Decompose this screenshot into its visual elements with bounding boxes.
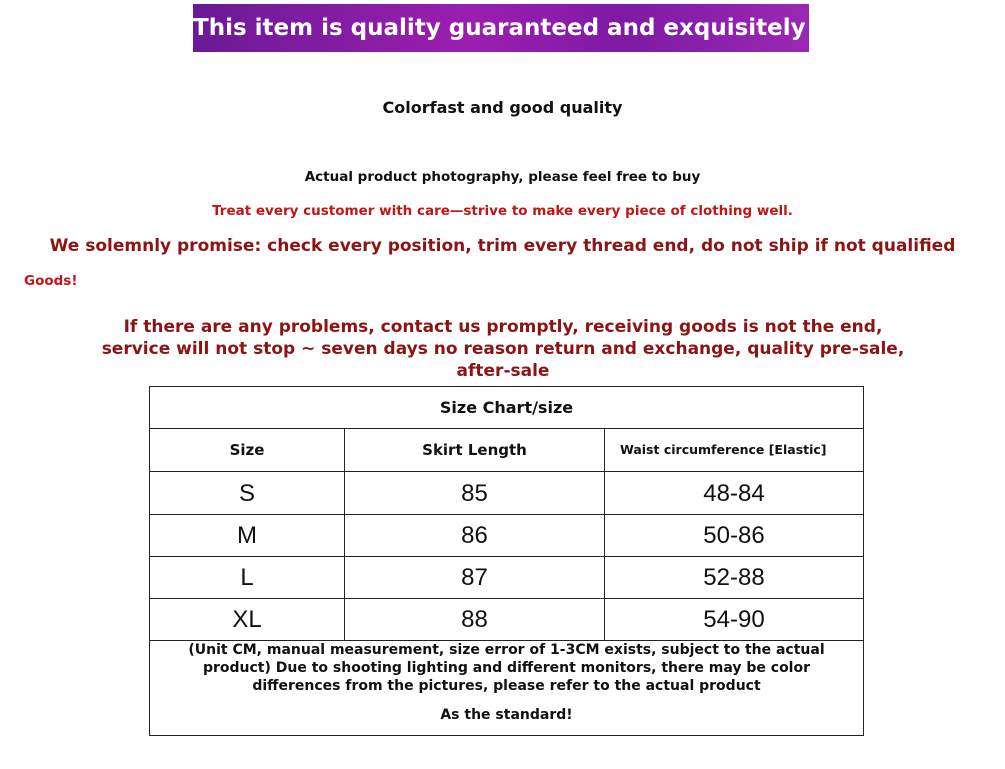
- header-skirt-length: Skirt Length: [345, 429, 605, 471]
- waist-cell: 48-84: [703, 480, 765, 507]
- length-cell: 88: [345, 598, 605, 640]
- table-row: [150, 472, 863, 515]
- waist-cell: 52-88: [703, 564, 765, 591]
- table-row: [150, 556, 863, 599]
- length-cell: 85: [345, 472, 605, 514]
- length-cell: 87: [345, 556, 605, 598]
- size-cell: XL: [150, 598, 345, 640]
- care-text: Treat every customer with care—strive to make every piece of clothing well.: [212, 203, 793, 219]
- quality-banner: This item is quality guaranteed and exquisitely crafted.: [193, 4, 809, 52]
- waist-cell: 54-90: [703, 606, 765, 633]
- photography-text: Actual product photography, please feel free to buy: [304, 169, 701, 185]
- size-cell: L: [150, 556, 345, 598]
- goods-text: Goods!: [24, 273, 78, 289]
- measurement-note-text: (Unit CM, manual measurement, size error of 1-3CM exists, subject to the actual product) Due to shooting lighting and different monitors, there may be color differences from the pictures, please refer to the actual product: [188, 642, 825, 694]
- standard-note: As the standard!: [440, 707, 573, 723]
- table-row: [150, 514, 863, 557]
- waist-cell: 50-86: [703, 522, 765, 549]
- service-text: If there are any problems, contact us promptly, receiving goods is not the end, service will not stop ~ seven days no reason return and exchange, quality pre-sale, after-sale: [101, 317, 905, 381]
- measurement-note: [150, 641, 863, 695]
- size-chart-table: [149, 386, 864, 736]
- length-cell: 86: [345, 514, 605, 556]
- table-row: [150, 598, 863, 641]
- header-waist: Waist circumference [Elastic]: [620, 442, 827, 457]
- colorfast-text: Colorfast and good quality: [382, 98, 623, 117]
- size-cell: S: [150, 472, 345, 514]
- size-cell: M: [150, 514, 345, 556]
- size-chart-title: Size Chart/size: [150, 387, 863, 429]
- promise-text: We solemnly promise: check every position, trim every thread end, do not ship if not qualified: [49, 236, 956, 256]
- header-size: Size: [150, 429, 345, 471]
- table-header-row: [150, 429, 863, 472]
